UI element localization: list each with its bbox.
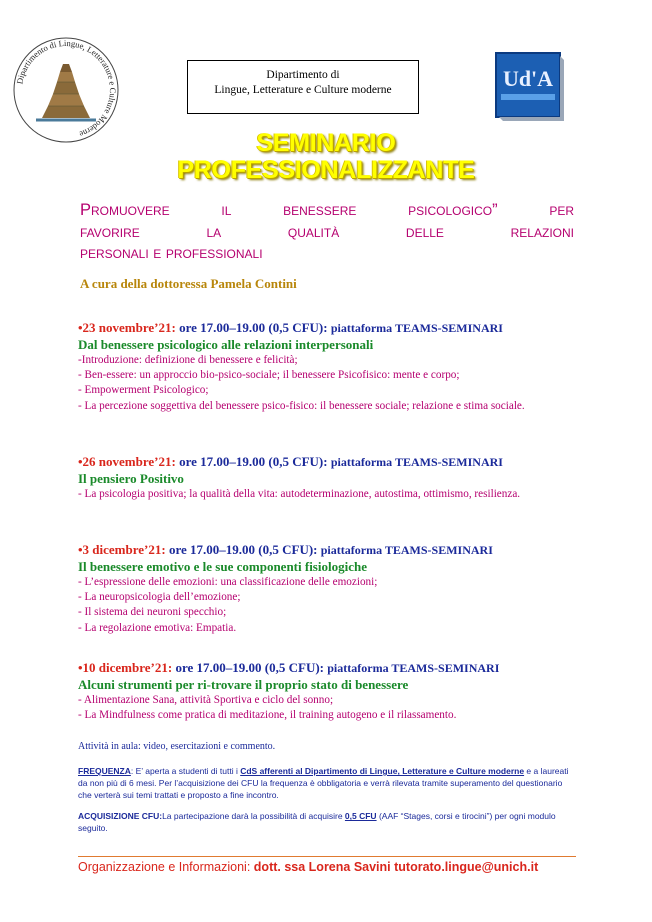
cfu-text-1: La partecipazione darà la possibilità di acquisire <box>162 811 345 821</box>
session-header <box>78 660 578 676</box>
session-header <box>78 542 578 558</box>
cfu-text-2: (AAF “Stages, corsi e tirocini”) per ogni modulo seguito. <box>78 811 556 833</box>
session-title: Alcuni strumenti per ri-trovare il proprio stato di benessere <box>78 677 409 692</box>
attendance-link: CdS afferenti al Dipartimento di Lingue, Letterature e Culture moderne <box>240 766 525 776</box>
department-box <box>187 60 419 114</box>
session-title: Il benessere emotivo e le sue componenti fisiologiche <box>78 559 367 574</box>
session-platform: piattaforma TEAMS-SEMINARI <box>320 543 493 557</box>
session-item: -Introduzione: definizione di benessere e felicità; <box>78 354 298 366</box>
session-item: - La psicologia positiva; la qualità della vita: autodeterminazione, autostima, ottimismo, resilienza. <box>78 488 521 500</box>
session-cfu: (0,5 CFU): <box>268 454 328 469</box>
session-header <box>78 320 578 336</box>
footer-contact-info: dott. ssa Lorena Savini tutorato.lingue@unich.it <box>253 860 539 874</box>
attendance-label: FREQUENZA <box>78 766 131 776</box>
footer-divider <box>78 856 576 857</box>
session-item: - La neuropsicologia dell’emozione; <box>78 591 241 604</box>
seal-text: Dipartimento di Lingue, Letterature e Culture Moderne <box>14 37 119 140</box>
session-item: - Empowerment Psicologico; <box>78 384 209 397</box>
session-item: - L’espressione delle emozioni: una classificazione delle emozioni; <box>78 576 378 588</box>
session-title: Dal benessere psicologico alle relazioni interpersonali <box>78 337 374 352</box>
subtitle-line-3: personali e professionali <box>80 244 263 262</box>
session-title: Il pensiero Positivo <box>78 471 184 486</box>
subtitle-line-1: Promuovere il benessere psicologico” per <box>80 201 574 219</box>
session-time: ore 17.00–19.00 <box>179 454 266 469</box>
session-4 <box>78 660 578 723</box>
logo-text: Ud'A <box>502 66 554 91</box>
session-item: - La percezione soggettiva del benessere psico-fisico: il benessere sociale; relazione e stima sociale. <box>78 399 525 412</box>
subtitle-line-2: favorire la qualità delle relazioni <box>80 222 574 241</box>
department-line-2: Lingue, Letterature e Culture moderne <box>214 84 392 96</box>
university-logo <box>493 50 565 122</box>
seminar-subtitle <box>80 200 574 265</box>
attendance-note <box>78 765 578 801</box>
session-date: •3 dicembre’21: <box>78 542 166 557</box>
session-1 <box>78 320 578 414</box>
session-2 <box>78 454 578 502</box>
session-item: - La regolazione emotiva: Empatia. <box>78 621 237 634</box>
department-seal <box>12 36 120 144</box>
footer-contact <box>78 860 538 874</box>
title-line-1: SEMINARIO <box>256 129 396 157</box>
session-date: •26 novembre’21: <box>78 454 176 469</box>
session-platform: piattaforma TEAMS-SEMINARI <box>330 455 503 469</box>
session-date: •23 novembre’21: <box>78 320 176 335</box>
activity-note: Attività in aula: video, esercitazioni e commento. <box>78 741 276 752</box>
session-platform: piattaforma TEAMS-SEMINARI <box>330 321 503 335</box>
title-line-2: PROFESSIONALIZZANTE <box>177 156 475 184</box>
session-cfu: (0,5 CFU): <box>264 660 324 675</box>
session-cfu: (0,5 CFU): <box>268 320 328 335</box>
session-time: ore 17.00–19.00 <box>175 660 262 675</box>
session-header <box>78 454 578 470</box>
session-time: ore 17.00–19.00 <box>179 320 266 335</box>
session-3 <box>78 542 578 636</box>
session-time: ore 17.00–19.00 <box>168 542 256 557</box>
cfu-note <box>78 810 578 834</box>
cfu-label: ACQUISIZIONE CFU: <box>78 811 163 821</box>
session-date: •10 dicembre’21: <box>78 660 173 675</box>
session-item: - Il sistema dei neuroni specchio; <box>78 606 227 619</box>
attendance-text-2: e a laureati da non più di 6 mesi. Per l’acquisizione dei CFU la frequenza è obbligatoria e verrà rilevata tramite superamento del questionario che verterà sui temi trattati e proposto a fine incontro. <box>78 766 569 800</box>
department-line-1: Dipartimento di <box>266 69 340 81</box>
tower-icon <box>36 64 96 120</box>
session-item: - Alimentazione Sana, attività Sportiva e ciclo del sonno; <box>78 694 334 706</box>
session-item: - Ben-essere: un approccio bio-psico-sociale; il benessere Psicofisico: mente e corpo; <box>78 369 460 382</box>
cfu-value: 0,5 CFU <box>344 811 377 821</box>
session-cfu: (0,5 CFU): <box>258 542 318 557</box>
curator-line: A cura della dottoressa Pamela Contini <box>80 276 297 291</box>
page-title <box>0 130 652 184</box>
session-item: - La Mindfulness come pratica di meditazione, il training autogeno e il rilassamento. <box>78 709 457 722</box>
session-platform: piattaforma TEAMS-SEMINARI <box>327 661 500 675</box>
footer-label: Organizzazione e Informazioni: <box>78 860 251 874</box>
attendance-text-1: : E’ aperta a studenti di tutti i <box>130 766 241 776</box>
